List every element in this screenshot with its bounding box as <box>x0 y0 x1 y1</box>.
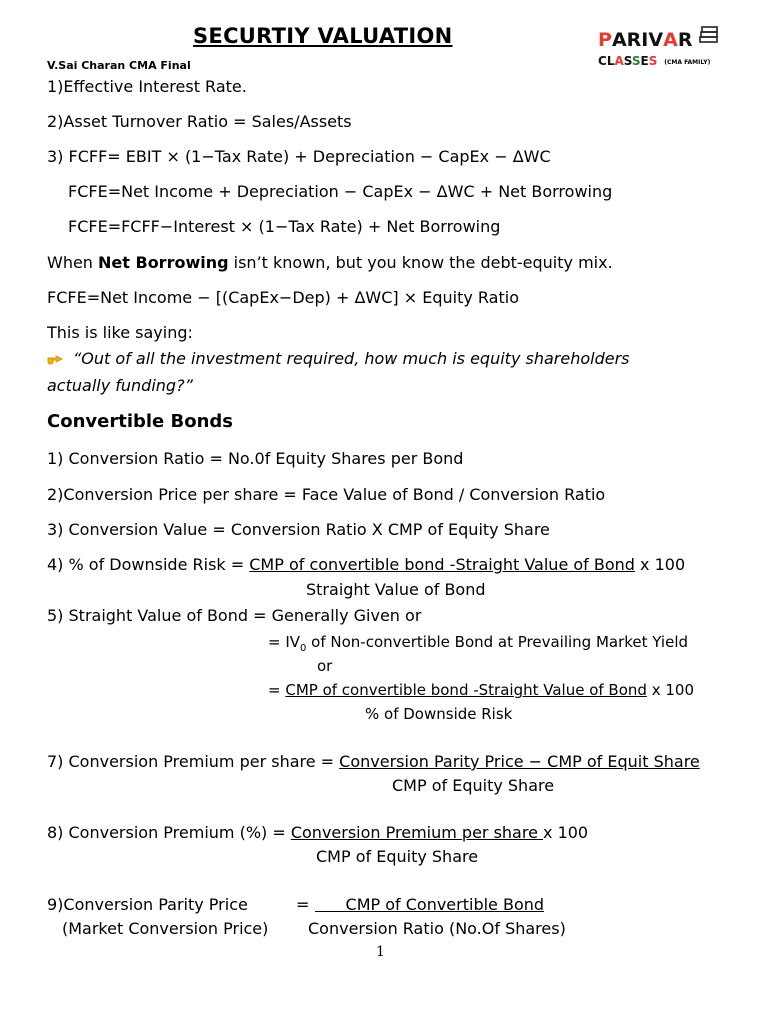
logo-letter-3: I <box>641 29 649 51</box>
classes-letter-6: S <box>648 54 658 68</box>
quote-line-2: actually funding?” <box>47 376 193 395</box>
line-conversion-premium-pct <box>47 823 588 843</box>
line-conversion-price: 2)Conversion Price per share = Face Value of Bond / Conversion Ratio <box>47 485 606 504</box>
line-conversion-premium-per-share <box>47 752 700 772</box>
classes-letter-4: S <box>631 54 641 68</box>
line-net-borrowing-note <box>47 253 613 273</box>
text-debt-equity: isn’t known, but you know the debt-equity mix. <box>228 253 613 272</box>
line-conversion-value: 3) Conversion Value = Conversion Ratio X CMP of Equity Share <box>47 520 550 539</box>
logo-letter-6: R <box>677 29 693 51</box>
quote-text-1: “Out of all the investment required, how much is equity shareholders <box>73 349 630 368</box>
line-fcfe-1: FCFE=Net Income + Depreciation − CapEx − ΔWC + Net Borrowing <box>68 182 613 201</box>
straight-denominator: % of Downside Risk <box>365 705 513 723</box>
premium-pct-denominator: CMP of Equity Share <box>316 847 479 866</box>
eq-sign: = <box>268 681 286 699</box>
line-market-conversion-price: (Market Conversion Price) <box>62 919 269 938</box>
page-number: 1 <box>376 944 385 960</box>
line-fcff: 3) FCFF= EBIT × (1−Tax Rate) + Depreciation − CapEx − ΔWC <box>47 147 551 166</box>
premium-pct-label: 8) Conversion Premium (%) = <box>47 823 291 842</box>
classes-letter-2: A <box>614 54 624 68</box>
parity-denominator: Conversion Ratio (No.Of Shares) <box>308 919 566 938</box>
iv-text: of Non-convertible Bond at Prevailing Market Yield <box>306 633 689 651</box>
downside-label: 4) % of Downside Risk = <box>47 555 250 574</box>
page-title: SECURTIY VALUATION <box>193 24 453 48</box>
straight-multiplier: x 100 <box>646 681 694 699</box>
premium-pct-numerator: Conversion Premium per share <box>290 823 544 842</box>
classes-label <box>598 54 710 68</box>
premium-pct-multiplier: x 100 <box>543 823 589 842</box>
downside-denominator: Straight Value of Bond <box>306 580 486 599</box>
books-icon <box>699 26 719 44</box>
line-straight-formula <box>268 680 694 700</box>
premium-numerator: Conversion Parity Price − CMP of Equit Share <box>339 752 700 771</box>
logo-letter-4: V <box>648 29 664 51</box>
text-when: When <box>47 253 99 272</box>
logo-letter-1: A <box>611 29 627 51</box>
parity-equals: = <box>296 895 310 914</box>
line-conversion-parity-price: 9)Conversion Parity Price <box>47 895 248 914</box>
classes-letter-0: C <box>598 54 607 68</box>
line-downside-risk <box>47 555 685 575</box>
classes-letter-3: S <box>623 54 632 68</box>
pointing-hand-icon <box>47 352 63 366</box>
downside-multiplier: x 100 <box>634 555 686 574</box>
straight-numerator: CMP of convertible bond -Straight Value of Bond <box>285 681 647 699</box>
line-fcfe-2: FCFE=FCFF−Interest × (1−Tax Rate) + Net Borrowing <box>68 217 501 236</box>
line-iv0 <box>268 632 688 659</box>
line-asset-turnover: 2)Asset Turnover Ratio = Sales/Assets <box>47 112 352 131</box>
line-conversion-ratio: 1) Conversion Ratio = No.0f Equity Shares per Bond <box>47 449 464 468</box>
line-like-saying: This is like saying: <box>47 323 193 342</box>
parity-numerator: CMP of Convertible Bond <box>315 895 545 914</box>
logo-letter-0: P <box>598 29 612 51</box>
classes-letter-5: E <box>640 54 649 68</box>
quote-line-1 <box>47 349 630 369</box>
logo-letter-5: A <box>663 29 678 51</box>
classes-letter-1: L <box>606 54 615 68</box>
line-effective-interest: 1)Effective Interest Rate. <box>47 77 247 96</box>
cma-family-tag: (CMA FAMILY) <box>664 59 711 66</box>
author-line: V.Sai Charan CMA Final <box>47 59 191 72</box>
logo-letter-2: R <box>626 29 642 51</box>
iv-label: = IV <box>268 633 301 651</box>
downside-numerator: CMP of convertible bond -Straight Value of Bond <box>249 555 635 574</box>
line-fcfe-3: FCFE=Net Income − [(CapEx−Dep) + ΔWC] × Equity Ratio <box>47 288 519 307</box>
section-heading-convertible-bonds: Convertible Bonds <box>47 411 234 432</box>
line-straight-value: 5) Straight Value of Bond = Generally Given or <box>47 606 422 625</box>
text-net-borrowing: Net Borrowing <box>98 253 229 272</box>
iv-subscript: 0 <box>300 643 307 654</box>
premium-denominator: CMP of Equity Share <box>392 776 555 795</box>
premium-label: 7) Conversion Premium per share = <box>47 752 340 771</box>
parivar-logo <box>598 26 719 51</box>
line-or: or <box>317 657 333 675</box>
